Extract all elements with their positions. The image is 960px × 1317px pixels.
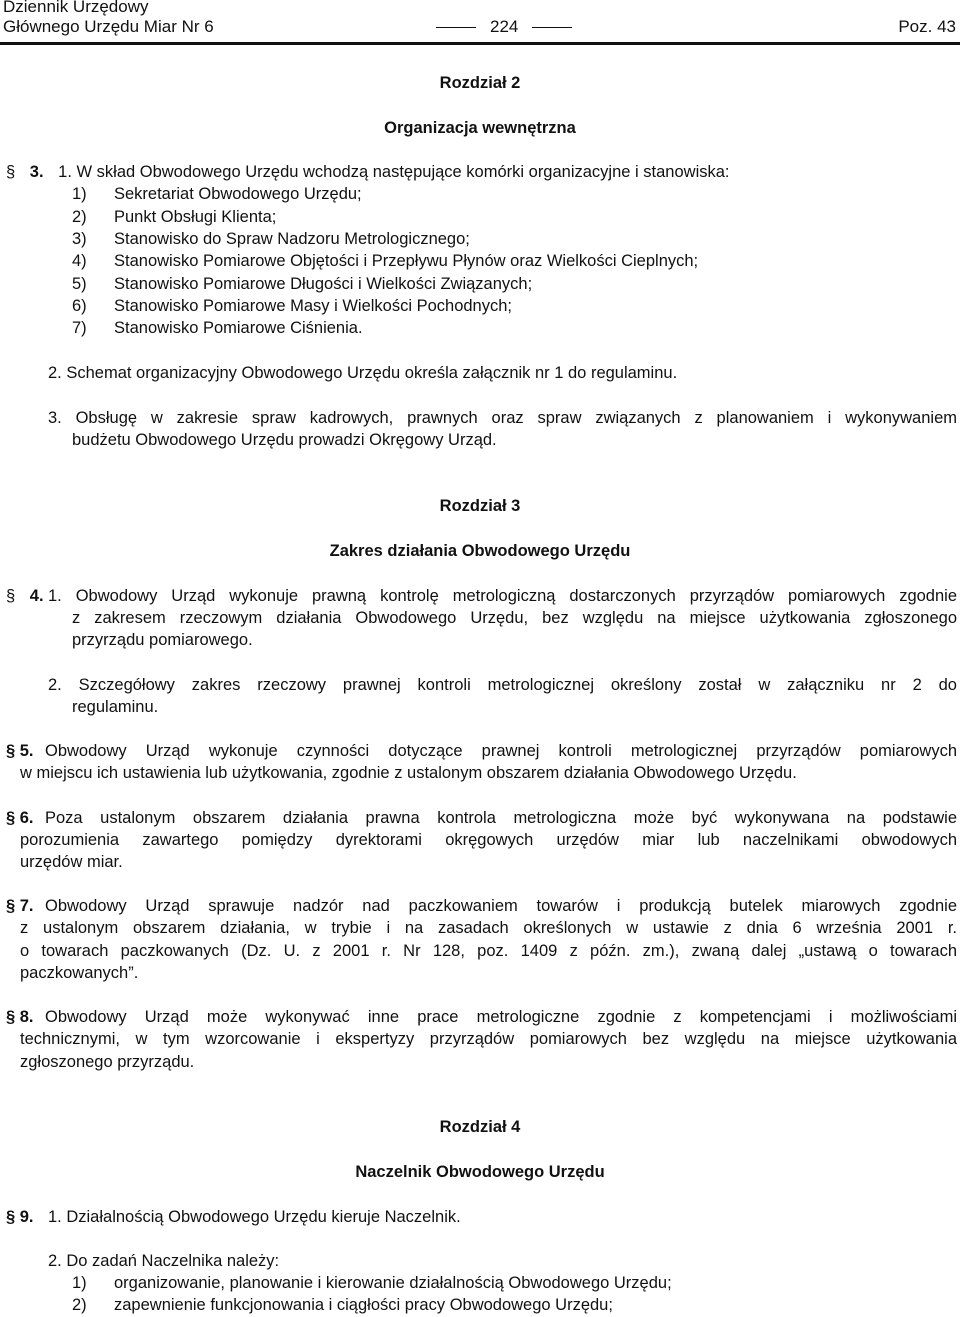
list-item-text: Stanowisko Pomiarowe Objętości i Przepływu Płynów oraz Wielkości Cieplnych; (114, 252, 699, 270)
list-item-number: 7) (72, 319, 87, 337)
section-6-line1: Poza ustalonym obszarem działania prawna kontrola metrologiczna może być wykonywana na podstawie (45, 809, 957, 827)
section-6-line2: porozumienia zawartego pomiędzy dyrektorami okręgowych urzędów miar lub naczelnikami obwodowych (20, 831, 957, 849)
section-3-2: 2. Schemat organizacyjny Obwodowego Urzędu określa załącznik nr 1 do regulaminu. (48, 364, 678, 382)
list-item (72, 1294, 613, 1317)
list-item (72, 1272, 672, 1295)
page-header (0, 0, 960, 46)
list-item-number: 1) (72, 185, 87, 203)
list-item-text: organizowanie, planowanie i kierowanie działalnością Obwodowego Urzędu; (114, 1274, 672, 1292)
journal-title-line1: Dziennik Urzędowy (3, 0, 149, 16)
chapter-4-subtitle: Naczelnik Obwodowego Urzędu (355, 1163, 605, 1181)
chapter-3-title: Rozdział 3 (439, 497, 521, 515)
section-7-line2: z ustalonym obszarem działania, w trybie i na zasadach określonych w ustawie z dnia 6 września 2001 r. (20, 919, 957, 937)
list-item-text: zapewnienie funkcjonowania i ciągłości pracy Obwodowego Urzędu; (114, 1296, 613, 1314)
section-9-1: 1. Działalnością Obwodowego Urzędu kieruje Naczelnik. (48, 1208, 461, 1226)
list-item (72, 228, 470, 251)
section-7-line3: o towarach paczkowanych (Dz. U. z 2001 r. Nr 128, poz. 1409 z późn. zm.), zwaną dalej „ustawą o towarach (20, 942, 957, 960)
section-8-line3: zgłoszonego przyrządu. (20, 1053, 195, 1071)
chapter-2-title: Rozdział 2 (439, 74, 521, 92)
section-4-2-line1: 2. Szczegółowy zakres rzeczowy prawnej kontroli metrologicznej określony został w załączniku nr 2 do (48, 676, 957, 694)
journal-title-line2: Głównego Urzędu Miar Nr 6 (3, 17, 214, 36)
chapter-3-subtitle: Zakres działania Obwodowego Urzędu (329, 542, 631, 560)
list-item-text: Stanowisko do Spraw Nadzoru Metrologicznego; (114, 230, 470, 248)
dash-left (436, 27, 476, 28)
section-3-1-lead: 1. (58, 163, 72, 181)
list-item-number: 6) (72, 297, 87, 315)
section-7-mark: § 7. (6, 897, 34, 915)
section-3-mark: 3. (29, 163, 44, 181)
list-item-number: 3) (72, 230, 87, 248)
section-4-2-line2: regulaminu. (72, 698, 159, 716)
section-4-1-line2: z zakresem rzeczowym działania Obwodowego Urzędu, bez względu na miejsce użytkowania zgłoszonego (72, 609, 957, 627)
list-item-number: 2) (72, 1296, 87, 1314)
list-item-number: 2) (72, 208, 87, 226)
position-label: Poz. 43 (898, 17, 956, 36)
list-item-text: Stanowisko Pomiarowe Ciśnienia. (114, 319, 363, 337)
section-3-1-text: W skład Obwodowego Urzędu wchodzą następujące komórki organizacyjne i stanowiska: (76, 163, 730, 181)
list-item-number: 5) (72, 275, 87, 293)
section-9-2: 2. Do zadań Naczelnika należy: (48, 1252, 280, 1270)
list-item (72, 317, 363, 340)
list-item (72, 273, 532, 296)
section-7-line1: Obwodowy Urząd sprawuje nadzór nad paczkowaniem towarów i produkcją butelek miarowych zgodnie (45, 897, 957, 915)
chapter-2-subtitle: Organizacja wewnętrzna (384, 119, 576, 137)
section-3-3-line2: budżetu Obwodowego Urzędu prowadzi Okręgowy Urząd. (72, 431, 497, 449)
list-item-text: Punkt Obsługi Klienta; (114, 208, 277, 226)
section-5-line2: w miejscu ich ustawienia lub użytkowania, zgodnie z ustalonym obszarem działania Obwodowego Urzędu. (20, 764, 797, 782)
header-rule (0, 42, 960, 45)
list-item-number: 4) (72, 252, 87, 270)
section-4-1-line3: przyrządu pomiarowego. (72, 631, 253, 649)
list-item (72, 250, 698, 273)
list-item-text: Stanowisko Pomiarowe Długości i Wielkości Związanych; (114, 275, 533, 293)
page-number-value: 224 (490, 17, 519, 36)
section-4-1-line1: 1. Obwodowy Urząd wykonuje prawną kontrolę metrologiczną dostarczonych przyrządów pomiarowych zgodnie (48, 587, 957, 605)
page-number (422, 16, 586, 39)
list-item (72, 295, 512, 318)
section-7-line4: paczkowanych”. (20, 964, 139, 982)
section-4-heading (6, 585, 44, 608)
section-8-line1: Obwodowy Urząd może wykonywać inne prace metrologiczne zgodnie z kompetencjami i możliwościami (45, 1008, 957, 1026)
list-item (72, 183, 362, 206)
section-8-line2: technicznymi, w tym wzorcowanie i ekspertyzy przyrządów pomiarowych bez względu na miejsce użytkowania (20, 1030, 957, 1048)
list-item-number: 1) (72, 1274, 87, 1292)
section-symbol: § (6, 163, 16, 181)
section-3-heading (6, 161, 730, 184)
section-symbol: § (6, 587, 16, 605)
section-9-mark: § 9. (6, 1208, 34, 1226)
section-5-line1: Obwodowy Urząd wykonuje czynności dotyczące prawnej kontroli metrologicznej przyrządów pomiarowych (45, 742, 957, 760)
list-item (72, 206, 276, 229)
section-6-mark: § 6. (6, 809, 34, 827)
section-3-3-line1: 3. Obsługę w zakresie spraw kadrowych, prawnych oraz spraw związanych z planowaniem i wykonywaniem (48, 409, 957, 427)
chapter-4-title: Rozdział 4 (439, 1118, 521, 1136)
dash-right (532, 27, 572, 28)
list-item-text: Stanowisko Pomiarowe Masy i Wielkości Pochodnych; (114, 297, 512, 315)
section-5-mark: § 5. (6, 742, 34, 760)
journal-title (3, 0, 214, 37)
section-8-mark: § 8. (6, 1008, 34, 1026)
section-4-mark: 4. (29, 587, 44, 605)
section-6-line3: urzędów miar. (20, 853, 123, 871)
list-item-text: Sekretariat Obwodowego Urzędu; (114, 185, 362, 203)
